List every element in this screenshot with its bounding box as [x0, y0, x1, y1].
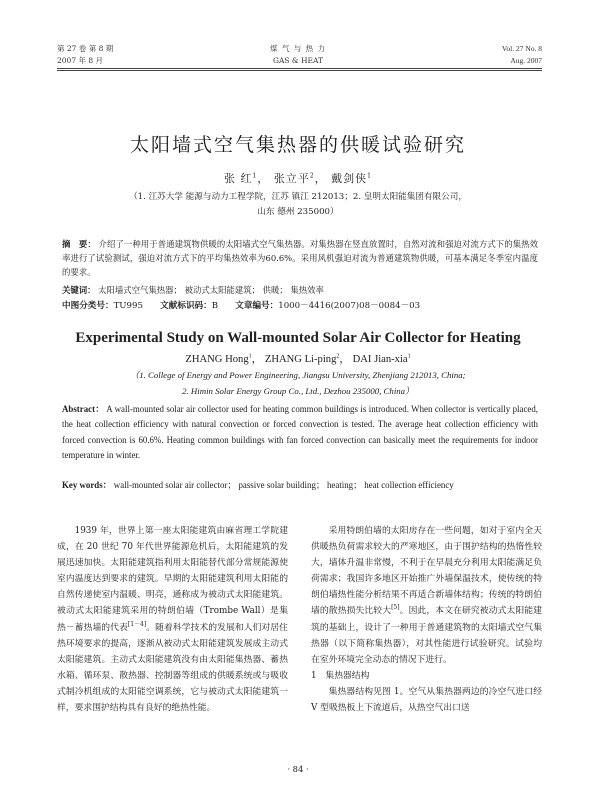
abstract-cn: 摘 要： 介绍了一种用于普通建筑物供暖的太阳墙式空气集热器。对集热器在竖直放置时，自然对流和强迫对流方式下的集热效率进行了试验测试，强迫对流方式下的平均集热效率为60.6%。采用风机强迫对流为普通建筑物供暖，可基本满足冬季室内温度的要求。 — [62, 239, 538, 277]
journal-name-cn: 煤 气 与 热 力 — [269, 44, 327, 53]
authors-en: ZHANG Hong$^1$， ZHANG Li-ping$^2$， DAI Jian-xia$^1$ — [185, 353, 411, 365]
header-rule-top — [57, 68, 542, 69]
article-title-cn: 太阳墙式空气集热器的供暖试验研究 — [129, 134, 466, 156]
keywords-en: Key words： wall-mounted solar air collector； passive solar building； heating； heat collection efficiency — [62, 480, 454, 490]
body-column-left: 1939 年，世界上第一座太阳能建筑由麻省理工学院建成，在 20 世纪 70 年代世界能源危机后，太阳能建筑的发展迅速加快。太阳能建筑指利用太阳能替代部分常规能源使室内温度达到要求的建筑。早期的太阳能建筑利用太阳能的自然传递使室内温暖、明亮，通称成为被动式太阳能建筑。被动式太阳能建筑采用的特朗伯墙（Trombe Wall）是集热－蓄热墙的代表[1－4]。随着科学技术的发展和人们对居住热环境要求的提高，逐渐从被动式太阳能建筑发展成主动式太阳能建筑。主动式太阳能建筑没有由太阳能集热器、蓄热水箱、循环泵、散热器、控制器等组成的供暖系统或与吸收式制冷机组成的太阳能空调系统，它与被动式太阳能建筑一样，要求围护结构具有良好的绝热性能。 — [57, 526, 288, 714]
journal-volume-issue: 第 27 卷 第 8 期 — [57, 44, 114, 53]
journal-volume-en: Vol. 27 No. 8 — [501, 44, 542, 53]
journal-date-en: Aug. 2007 — [510, 56, 542, 65]
affiliation-cn-line1: （1. 江苏大学 能源与动力工程学院，江苏 镇江 212013；2. 皇明太阳能集团有限公司， — [129, 192, 467, 202]
journal-name-en: GAS & HEAT — [272, 56, 323, 65]
body-column-right: 采用特朗伯墙的太阳房存在一些问题，如对于室内全天供暖热负荷需求较大的严寒地区，由于围护结构的热惰性较大，墙体升温非常慢，不利于在早晨充分利用太阳能满足负荷需求；我国许多地区开始推广外墙保温技术，使传统的特朗伯墙热性能分析结果不再适合新墙体结构；传统的特朗伯墙的散热损失比较大[5]。因此，本文在研究被动式太阳能建筑的基础上，设计了一种用于普通建筑物的太阳墙式空气集热器（以下简称集热器），对其性能进行试验研究。试验均在室外环境完全动态的情况下进行。 1 集热器结构 集热器结构见图 1。空气从集热器两边的冷空气进口经 V 型吸热板上下流道后，从热空气出口送 — [311, 526, 542, 714]
article-title-en: Experimental Study on Wall-mounted Solar Air Collector for Heating — [75, 330, 521, 346]
affiliation-en-line1: （1. College of Energy and Power Engineering, Jiangsu University, Zhenjiang 212013, China; — [130, 370, 466, 380]
keywords-cn: 关键词： 太阳墙式空气集热器； 被动式太阳能建筑； 供暖； 集热效率 — [62, 285, 324, 295]
authors-cn: 张 红$^1$， 张立平$^2$， 戴剑侠$^1$ — [224, 172, 372, 185]
abstract-en: Abstract： A wall-mounted solar air collector used for heating common buildings is introduced. When collector is vertically placed, the heat collection efficiency with natural convection or forced convection is tested. The average heat collection efficiency with forced convection is 60.6%. Heating common buildings with fan forced convection can basically meet the requirements for indoor temperature in winter. — [62, 404, 538, 461]
affiliation-en-line2: 2. Himin Solar Energy Group Co., Ltd., Dezhou 235000, China） — [182, 386, 414, 396]
affiliation-cn-line2: 山东 德州 235000） — [257, 207, 339, 217]
page-number: · 84 · — [287, 764, 309, 774]
header-rule-bottom — [57, 70, 542, 71]
classification-line: 中图分类号：TU995 文献标识码：B 文章编号：1000－4416(2007)08－0084－03 — [62, 301, 421, 311]
journal-date-cn: 2007 年 8 月 — [57, 56, 104, 65]
